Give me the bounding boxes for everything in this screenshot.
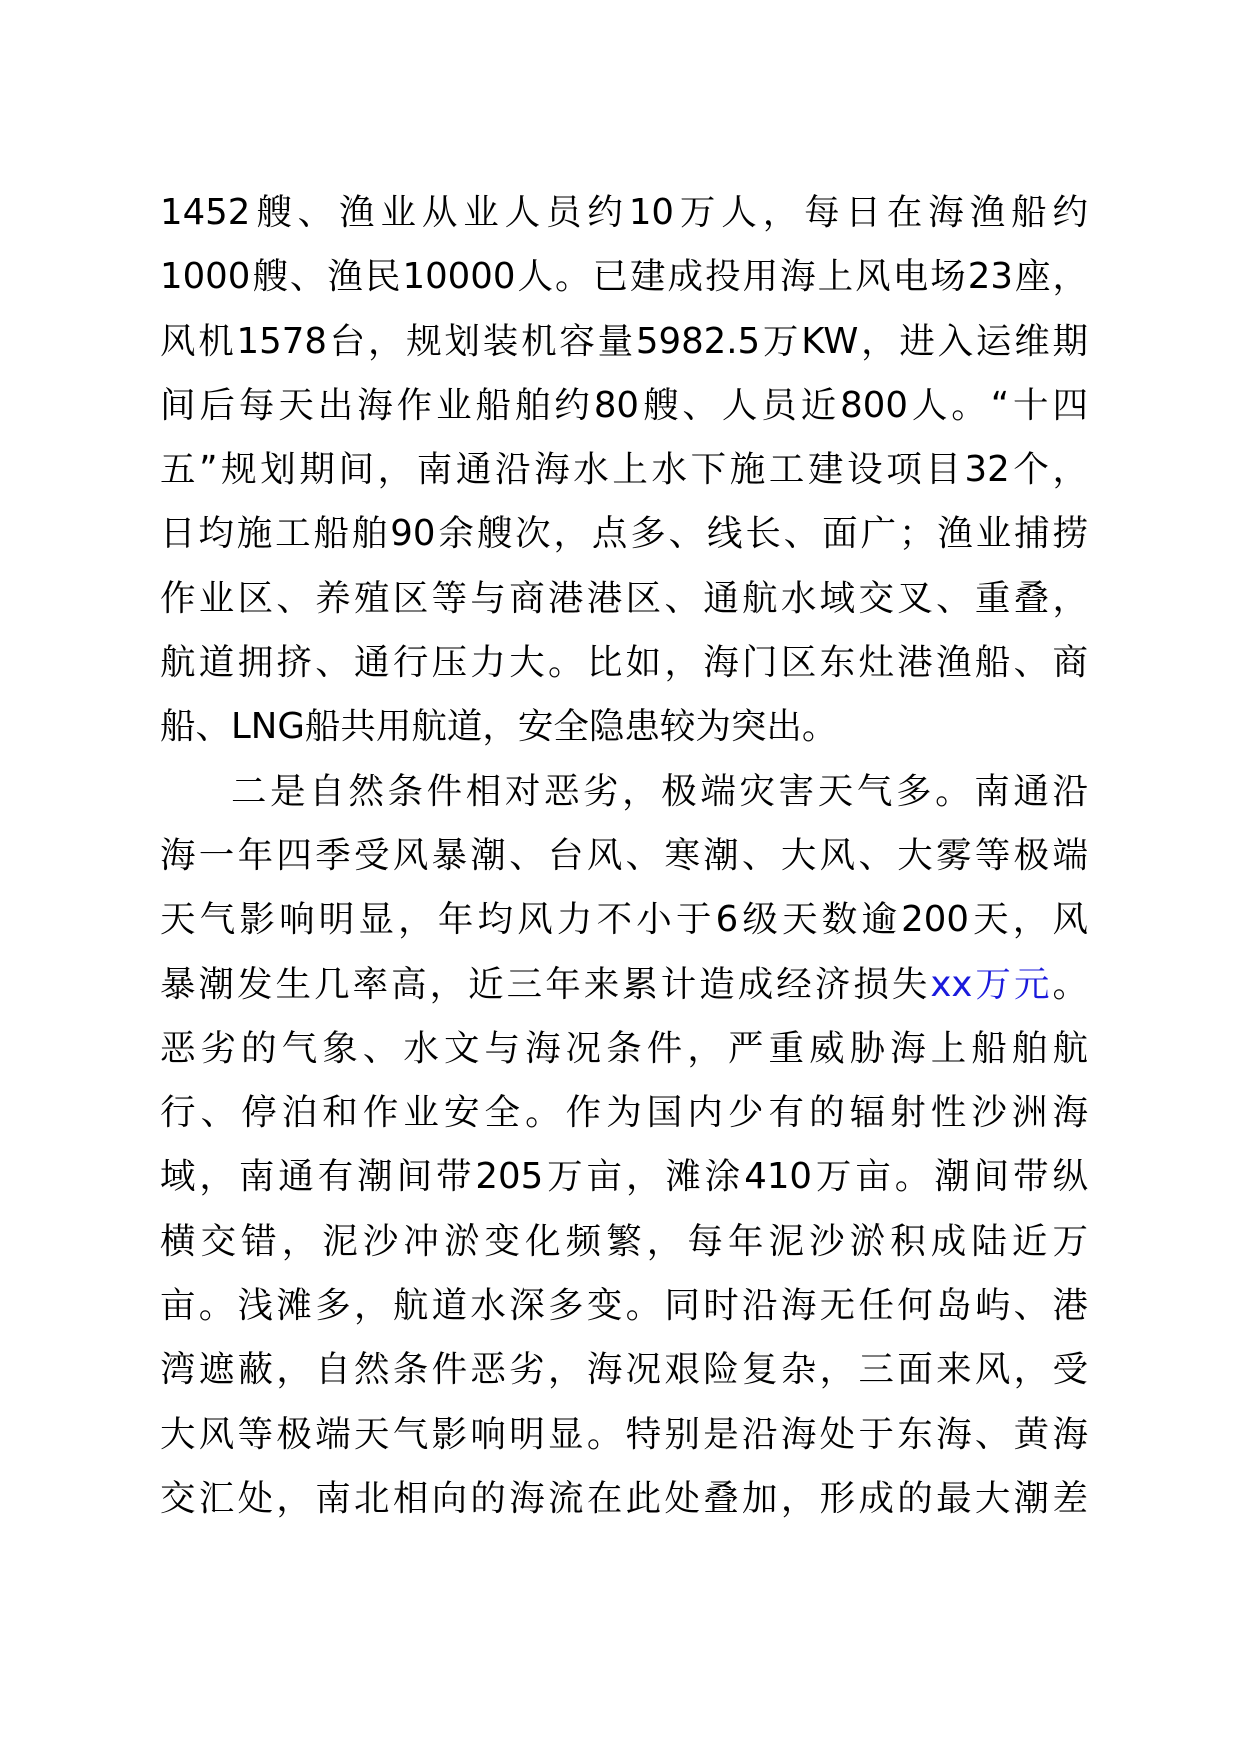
text-line: 亩。浅滩多，航道水深多变。同时沿海无任何岛屿、港	[160, 1285, 1088, 1327]
text-line: 行、停泊和作业安全。作为国内少有的辐射性沙洲海	[160, 1092, 1088, 1134]
text-line: 航道拥挤、通行压力大。比如，海门区东灶港渔船、商	[160, 642, 1088, 684]
text-line: 间后每天出海作业船舶约80艘、人员近800人。“十四	[160, 384, 1088, 426]
text-segment: 暴潮发生几率高，近三年来累计造成经济损失	[160, 963, 931, 1005]
highlighted-amount: xx万元	[930, 963, 1053, 1005]
text-line: 日均施工船舶90余艘次，点多、线长、面广；渔业捕捞	[160, 513, 1088, 555]
text-line: 海一年四季受风暴潮、台风、寒潮、大风、大雾等极端	[160, 834, 1088, 876]
text-line: 天气影响明显，年均风力不小于6级天数逾200天，风	[160, 899, 1088, 941]
text-line: 恶劣的气象、水文与海况条件，严重威胁海上船舶航	[160, 1027, 1088, 1069]
text-line-with-highlight	[160, 953, 1088, 1017]
text-line: 风机1578台，规划装机容量5982.5万KW，进入运维期	[160, 320, 1088, 362]
paragraph-start-line: 二是自然条件相对恶劣，极端灾害天气多。南通沿	[231, 770, 1088, 812]
paragraph-end-line: 船、LNG船共用航道，安全隐患较为突出。	[160, 706, 838, 748]
text-line: 五”规划期间，南通沿海水上水下施工建设项目32个，	[160, 449, 1088, 491]
text-line: 湾遮蔽，自然条件恶劣，海况艰险复杂，三面来风，受	[160, 1349, 1088, 1391]
text-line: 大风等极端天气影响明显。特别是沿海处于东海、黄海	[160, 1413, 1088, 1455]
text-segment: 。	[1052, 963, 1088, 1005]
body-text	[160, 181, 1088, 1531]
text-line: 横交错，泥沙冲淤变化频繁，每年泥沙淤积成陆近万	[160, 1220, 1088, 1262]
text-line: 1452艘、渔业从业人员约10万人，每日在海渔船约	[160, 192, 1088, 233]
text-line: 域，南通有潮间带205万亩，滩涂410万亩。潮间带纵	[160, 1156, 1088, 1198]
text-line: 作业区、养殖区等与商港港区、通航水域交叉、重叠，	[160, 577, 1088, 619]
text-line: 1000艘、渔民10000人。已建成投用海上风电场23座，	[160, 256, 1088, 298]
text-line: 交汇处，南北相向的海流在此处叠加，形成的最大潮差	[160, 1477, 1088, 1519]
